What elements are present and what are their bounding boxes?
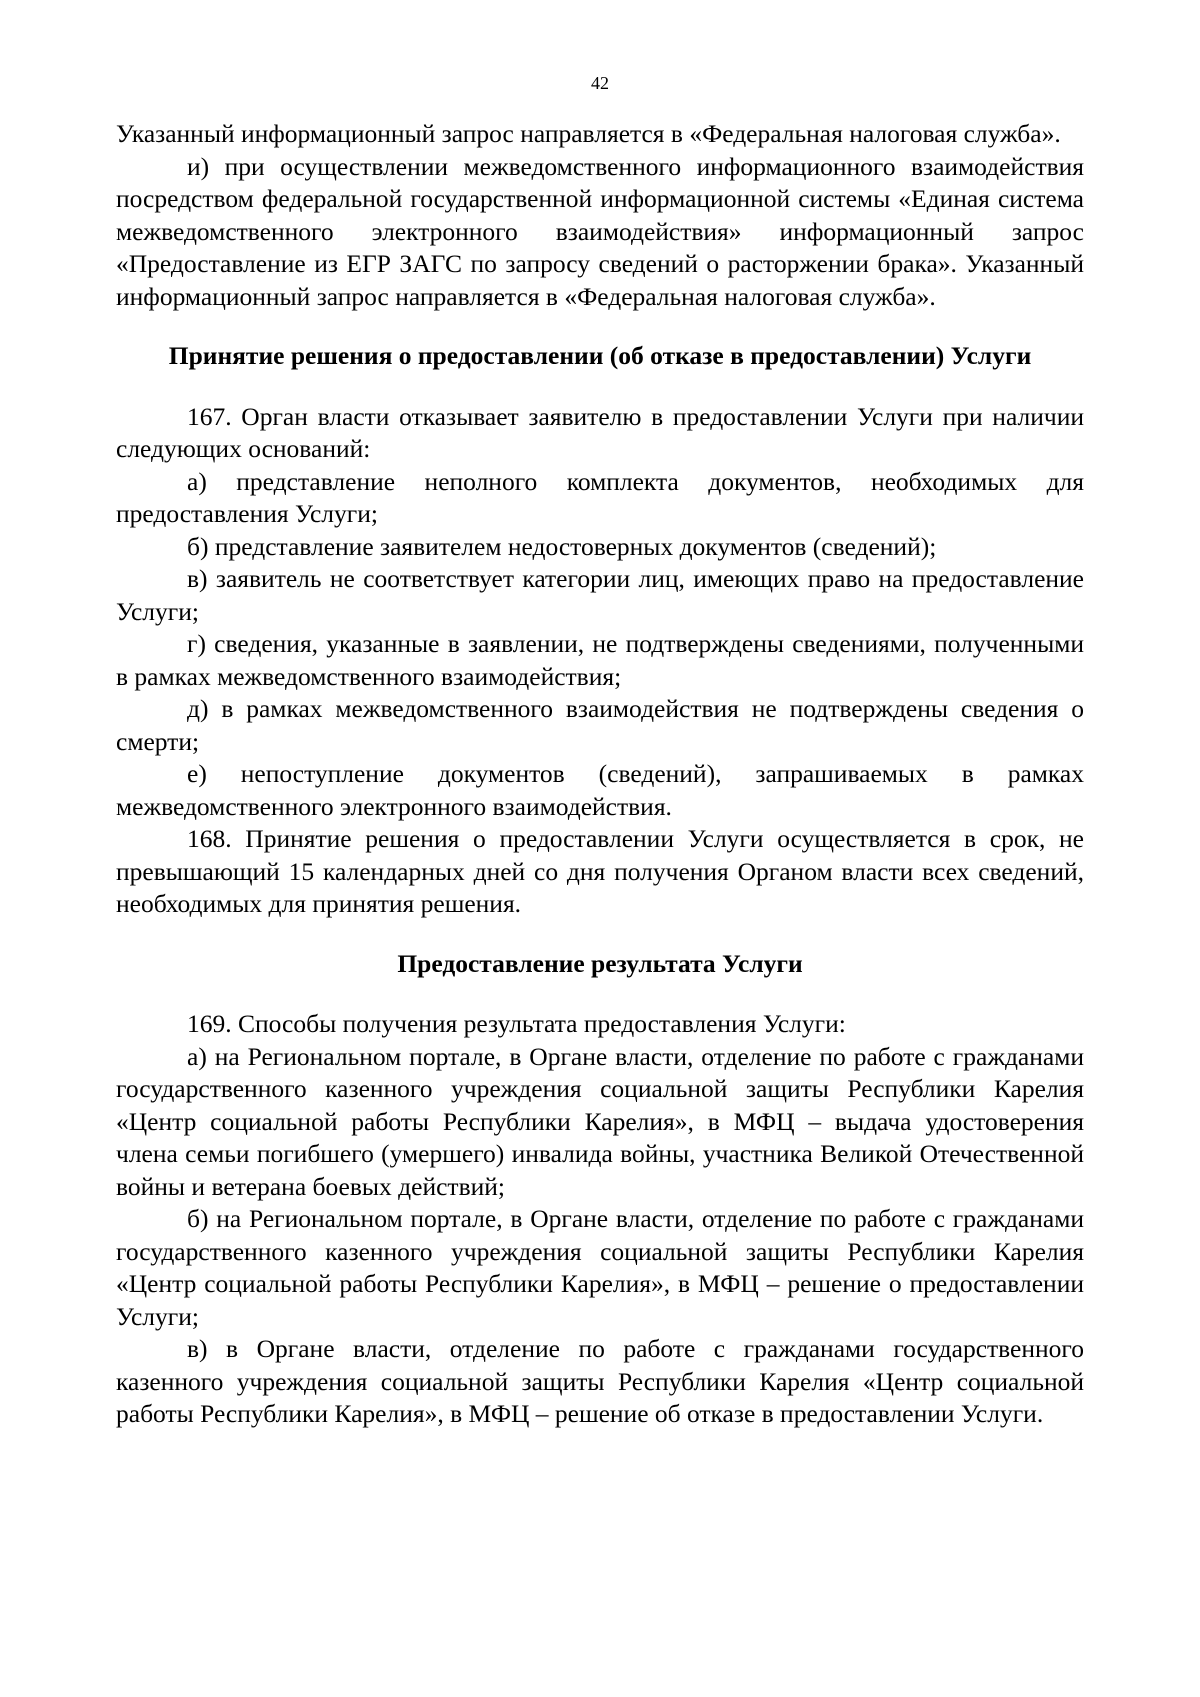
paragraph-168: 168. Принятие решения о предоставлении Услуги осуществляется в срок, не превышающий 15 календарных дней со дня получения Органом власти всех сведений, необходимых для принятия решения.: [116, 824, 1084, 918]
spacer: [116, 921, 1084, 948]
paragraph-167-v: в) заявитель не соответствует категории лиц, имеющих право на предоставление Услуги;: [116, 564, 1084, 626]
page-number: 42: [591, 73, 609, 93]
paragraph-169-b: б) на Региональном портале, в Органе власти, отделение по работе с гражданами государственного казенного учреждения социальной защиты Республики Карелия «Центр социальной работы Республики Карелия», в МФЦ – решение о предоставлении Услуги;: [116, 1204, 1084, 1331]
document-body: [116, 118, 1084, 1431]
paragraph-169-a: а) на Региональном портале, в Органе власти, отделение по работе с гражданами государственного казенного учреждения социальной защиты Республики Карелия «Центр социальной работы Республики Карелия», в МФЦ – выдача удостоверения члена семьи погибшего (умершего) инвалида войны, участника Великой Отечественной войны и ветерана боевых действий;: [116, 1041, 1084, 1201]
paragraph-intro-continuation: Указанный информационный запрос направляется в «Федеральная налоговая служба».: [116, 119, 1061, 148]
spacer: [116, 373, 1084, 401]
section-heading-decision: Принятие решения о предоставлении (об отказе в предоставлении) Услуги: [168, 341, 1032, 370]
paragraph-item-i: и) при осуществлении межведомственного информационного взаимодействия посредством федеральной государственной информационной системы «Единая система межведомственного электронного взаимодействия» информационный запрос «Предоставление из ЕГР ЗАГС по запросу сведений о расторжении брака». Указанный информационный запрос направляется в «Федеральная налоговая служба».: [116, 151, 1084, 311]
spacer: [116, 980, 1084, 1008]
paragraph-167: 167. Орган власти отказывает заявителю в предоставлении Услуги при наличии следующих оснований:: [116, 401, 1084, 463]
paragraph-169-v: в) в Органе власти, отделение по работе с гражданами государственного казенного учреждения социальной защиты Республики Карелия «Центр социальной работы Республики Карелия», в МФЦ – решение об отказе в предоставлении Услуги.: [116, 1334, 1084, 1428]
paragraph-167-b: б) представление заявителем недостоверных документов (сведений);: [187, 531, 937, 561]
paragraph-167-a: а) представление неполного комплекта документов, необходимых для предоставления Услуги;: [116, 466, 1084, 528]
paragraph-169: 169. Способы получения результата предоставления Услуги:: [187, 1009, 846, 1038]
paragraph-167-e: е) непоступление документов (сведений), запрашиваемых в рамках межведомственного электронного взаимодействия.: [116, 759, 1084, 821]
paragraph-167-d: д) в рамках межведомственного взаимодействия не подтверждены сведения о смерти;: [116, 694, 1084, 756]
section-heading-result: Предоставление результата Услуги: [397, 948, 803, 978]
spacer: [116, 313, 1084, 340]
paragraph-167-g: г) сведения, указанные в заявлении, не подтверждены сведениями, полученными в рамках межведомственного взаимодействия;: [116, 629, 1084, 691]
